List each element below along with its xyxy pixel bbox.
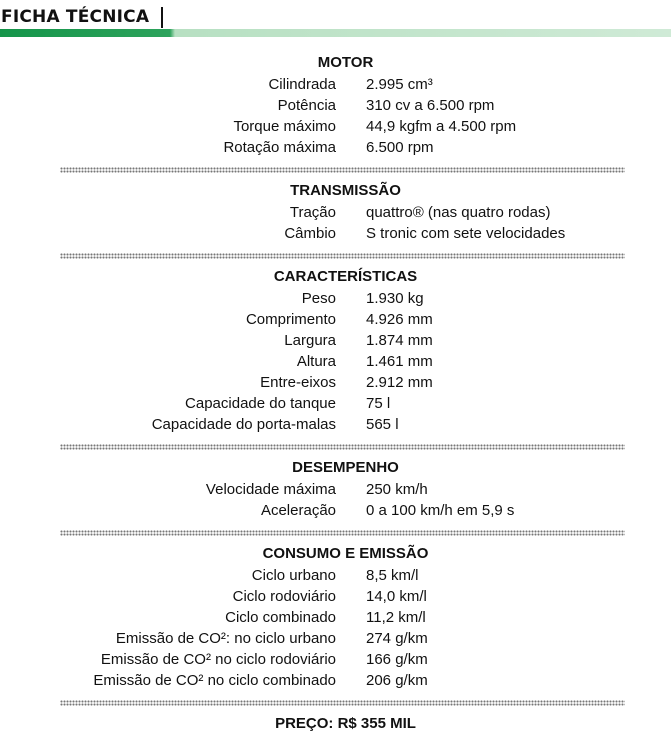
spec-row: [0, 330, 671, 351]
section-title-motor: MOTOR: [317, 54, 374, 71]
section-title-transmissao: TRANSMISSÃO: [290, 182, 401, 199]
spec-row: [0, 479, 671, 500]
spec-value: 166 g/km: [366, 651, 428, 668]
price: PREÇO: R$ 355 MIL: [275, 715, 416, 732]
dotted-divider: [60, 253, 625, 259]
spec-value: 44,9 kgfm a 4.500 rpm: [366, 118, 517, 135]
spec-row: [0, 628, 671, 649]
spec-value: quattro® (nas quatro rodas): [366, 204, 551, 221]
spec-label: Rotação máxima: [223, 139, 336, 156]
dotted-divider: [60, 444, 625, 450]
spec-value: 1.930 kg: [366, 290, 424, 307]
spec-value: 6.500 rpm: [366, 139, 434, 156]
spec-row: [0, 74, 671, 95]
spec-row: [0, 500, 671, 521]
spec-label: Torque máximo: [233, 118, 336, 135]
spec-label: Capacidade do porta-malas: [151, 416, 336, 433]
spec-label: Emissão de CO² no ciclo rodoviário: [100, 651, 336, 668]
spec-value: S tronic com sete velocidades: [366, 225, 566, 242]
spec-label: Cilindrada: [268, 76, 336, 93]
header-bar: [0, 29, 671, 37]
spec-label: Ciclo rodoviário: [232, 588, 336, 605]
spec-value: 250 km/h: [366, 481, 428, 498]
spec-row: [0, 202, 671, 223]
spec-label: Altura: [296, 353, 336, 370]
spec-row: [0, 649, 671, 670]
section-title-desempenho: DESEMPENHO: [292, 459, 399, 476]
spec-row: [0, 223, 671, 244]
spec-value: 2.995 cm³: [366, 76, 433, 93]
spec-value: 2.912 mm: [366, 374, 433, 391]
spec-row: [0, 137, 671, 158]
spec-row: [0, 607, 671, 628]
spec-value: 0 a 100 km/h em 5,9 s: [366, 502, 515, 519]
spec-label: Velocidade máxima: [205, 481, 336, 498]
text-cursor: [161, 7, 163, 28]
spec-row: [0, 288, 671, 309]
spec-value: 14,0 km/l: [366, 588, 427, 605]
dotted-divider: [60, 167, 625, 173]
spec-label: Emissão de CO² no ciclo combinado: [93, 672, 336, 689]
spec-value: 8,5 km/l: [366, 567, 419, 584]
spec-row: [0, 309, 671, 330]
spec-label: Potência: [277, 97, 336, 114]
spec-value: 11,2 km/l: [366, 609, 426, 626]
spec-label: Ciclo combinado: [225, 609, 336, 626]
spec-row: [0, 351, 671, 372]
spec-sheet: [0, 52, 671, 735]
spec-row: [0, 586, 671, 607]
spec-value: 206 g/km: [366, 672, 428, 689]
page-title: FICHA TÉCNICA: [1, 7, 150, 27]
spec-label: Largura: [284, 332, 336, 349]
spec-row: [0, 372, 671, 393]
dotted-divider: [60, 700, 625, 706]
spec-value: 4.926 mm: [366, 311, 433, 328]
spec-value: 310 cv a 6.500 rpm: [366, 97, 495, 114]
section-title-consumo-emissao: CONSUMO E EMISSÃO: [262, 545, 429, 562]
section-title-caracteristicas: CARACTERÍSTICAS: [273, 268, 418, 285]
spec-value: 1.874 mm: [366, 332, 433, 349]
spec-row: [0, 95, 671, 116]
spec-row: [0, 116, 671, 137]
spec-label: Capacidade do tanque: [185, 395, 336, 412]
spec-label: Tração: [289, 204, 336, 221]
spec-value: 274 g/km: [366, 630, 428, 647]
spec-label: Emissão de CO²: no ciclo urbano: [115, 630, 336, 647]
spec-row: [0, 414, 671, 435]
spec-label: Comprimento: [245, 311, 336, 328]
spec-label: Ciclo urbano: [251, 567, 336, 584]
spec-label: Aceleração: [260, 502, 336, 519]
spec-row: [0, 393, 671, 414]
spec-value: 1.461 mm: [366, 353, 433, 370]
spec-value: 75 l: [366, 395, 391, 412]
header: [0, 0, 671, 40]
spec-row: [0, 670, 671, 691]
dotted-divider: [60, 530, 625, 536]
spec-label: Peso: [301, 290, 336, 307]
spec-value: 565 l: [366, 416, 399, 433]
spec-row: [0, 565, 671, 586]
spec-label: Câmbio: [284, 225, 336, 242]
spec-label: Entre-eixos: [260, 374, 336, 391]
